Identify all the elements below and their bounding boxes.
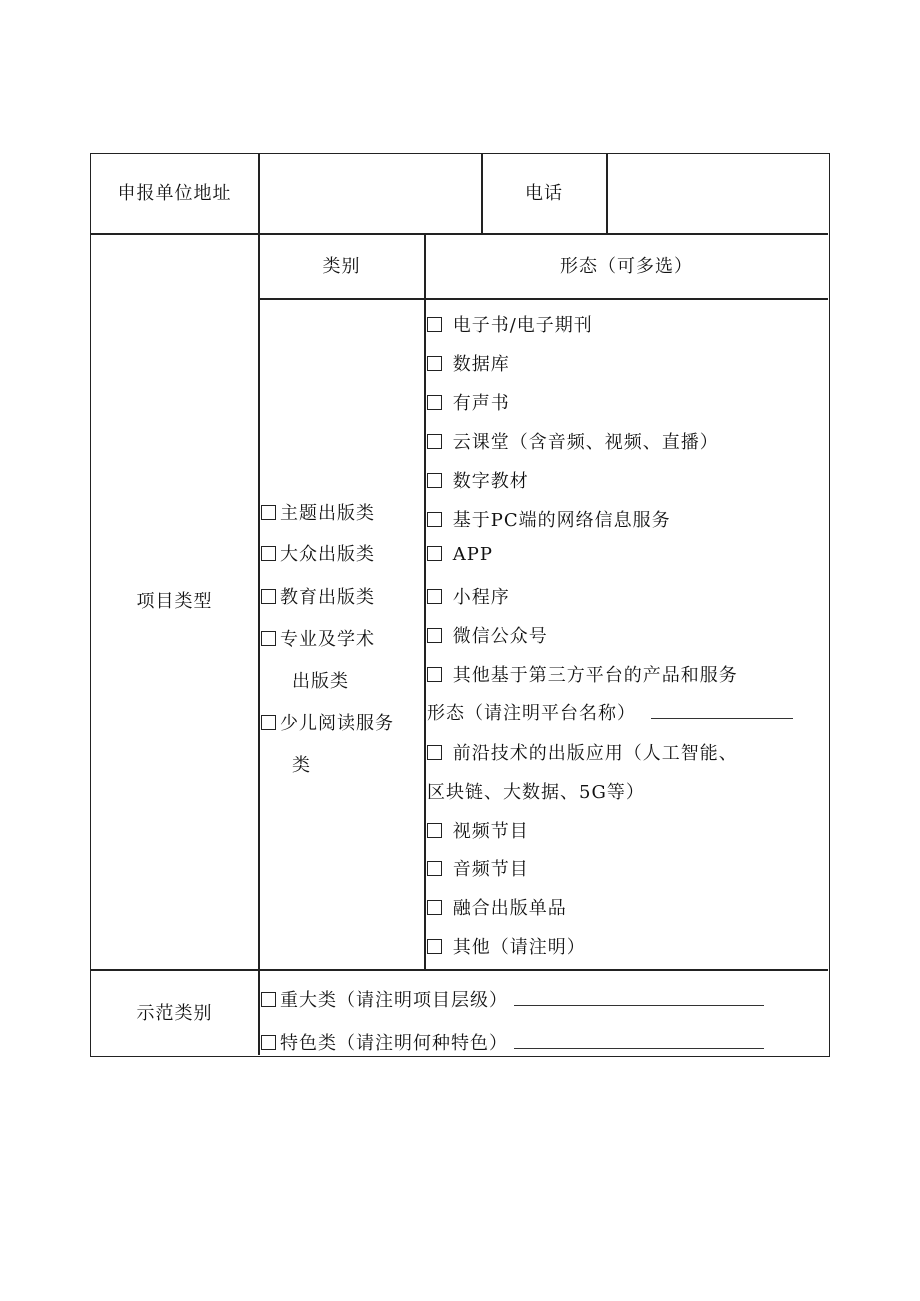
form-option[interactable]: 视频节目 bbox=[427, 817, 529, 843]
form-option[interactable]: 融合出版单品 bbox=[427, 894, 567, 920]
checkbox-icon[interactable] bbox=[261, 1035, 276, 1050]
checkbox-icon[interactable] bbox=[427, 512, 442, 527]
row-divider bbox=[91, 969, 828, 971]
checkbox-icon[interactable] bbox=[427, 395, 442, 410]
row-divider bbox=[91, 233, 828, 235]
checkbox-icon[interactable] bbox=[427, 546, 442, 561]
category-option[interactable]: 主题出版类 bbox=[261, 504, 375, 524]
project-type-label: 项目类型 bbox=[136, 591, 213, 612]
checkbox-icon[interactable] bbox=[427, 434, 442, 449]
form-option[interactable]: 有声书 bbox=[427, 389, 510, 415]
checkbox-icon[interactable] bbox=[427, 667, 442, 682]
column-divider bbox=[424, 233, 426, 969]
address-field[interactable] bbox=[261, 157, 479, 231]
category-option-cont: 类 bbox=[292, 755, 311, 776]
form-option[interactable]: 云课堂（含音频、视频、直播） bbox=[427, 428, 719, 454]
category-option[interactable]: 教育出版类 bbox=[261, 588, 375, 608]
form-option[interactable]: 微信公众号 bbox=[427, 622, 548, 648]
checkbox-icon[interactable] bbox=[427, 939, 442, 954]
project-level-blank[interactable] bbox=[514, 991, 764, 1006]
checkbox-icon[interactable] bbox=[261, 715, 276, 730]
category-option[interactable]: 大众出版类 bbox=[261, 545, 375, 565]
platform-name-blank[interactable] bbox=[651, 704, 793, 719]
checkbox-icon[interactable] bbox=[427, 628, 442, 643]
checkbox-icon[interactable] bbox=[427, 317, 442, 332]
checkbox-icon[interactable] bbox=[427, 900, 442, 915]
form-option[interactable]: 前沿技术的出版应用（人工智能、 bbox=[427, 739, 738, 765]
category-option-cont: 出版类 bbox=[292, 671, 349, 692]
checkbox-icon[interactable] bbox=[427, 861, 442, 876]
checkbox-icon[interactable] bbox=[427, 745, 442, 760]
category-option[interactable]: 少儿阅读服务 bbox=[261, 714, 394, 734]
form-option[interactable]: 基于PC端的网络信息服务 bbox=[427, 506, 671, 532]
application-form-table bbox=[90, 153, 830, 1057]
form-option[interactable]: 其他基于第三方平台的产品和服务 bbox=[427, 661, 738, 687]
demo-option[interactable]: 重大类（请注明项目层级） bbox=[261, 991, 764, 1011]
demo-option[interactable]: 特色类（请注明何种特色） bbox=[261, 1034, 764, 1054]
checkbox-icon[interactable] bbox=[261, 589, 276, 604]
column-divider bbox=[258, 154, 260, 1055]
form-option[interactable]: 其他（请注明） bbox=[427, 933, 586, 959]
checkbox-icon[interactable] bbox=[261, 546, 276, 561]
checkbox-icon[interactable] bbox=[427, 356, 442, 371]
checkbox-icon[interactable] bbox=[261, 631, 276, 646]
row-divider bbox=[258, 298, 828, 300]
form-option-cont: 区块链、大数据、5G等） bbox=[427, 782, 645, 803]
form-option[interactable]: 音频节目 bbox=[427, 855, 529, 881]
form-option[interactable]: 数字教材 bbox=[427, 467, 529, 493]
checkbox-icon[interactable] bbox=[261, 992, 276, 1007]
form-header: 形态（可多选） bbox=[560, 256, 693, 277]
address-label: 申报单位地址 bbox=[117, 183, 232, 204]
form-option-cont: 形态（请注明平台名称） bbox=[427, 699, 793, 725]
checkbox-icon[interactable] bbox=[261, 505, 276, 520]
form-option[interactable]: 小程序 bbox=[427, 583, 510, 609]
checkbox-icon[interactable] bbox=[427, 589, 442, 604]
category-header: 类别 bbox=[322, 256, 361, 277]
phone-label: 电话 bbox=[525, 183, 563, 204]
checkbox-icon[interactable] bbox=[427, 473, 442, 488]
phone-field[interactable] bbox=[609, 157, 826, 231]
checkbox-icon[interactable] bbox=[427, 823, 442, 838]
category-option[interactable]: 专业及学术 bbox=[261, 630, 375, 650]
form-option[interactable]: 电子书/电子期刊 bbox=[427, 311, 593, 337]
feature-type-blank[interactable] bbox=[514, 1034, 764, 1049]
form-option[interactable]: APP bbox=[427, 544, 493, 565]
demo-type-label: 示范类别 bbox=[136, 1003, 213, 1024]
column-divider bbox=[606, 154, 608, 233]
form-option[interactable]: 数据库 bbox=[427, 350, 510, 376]
